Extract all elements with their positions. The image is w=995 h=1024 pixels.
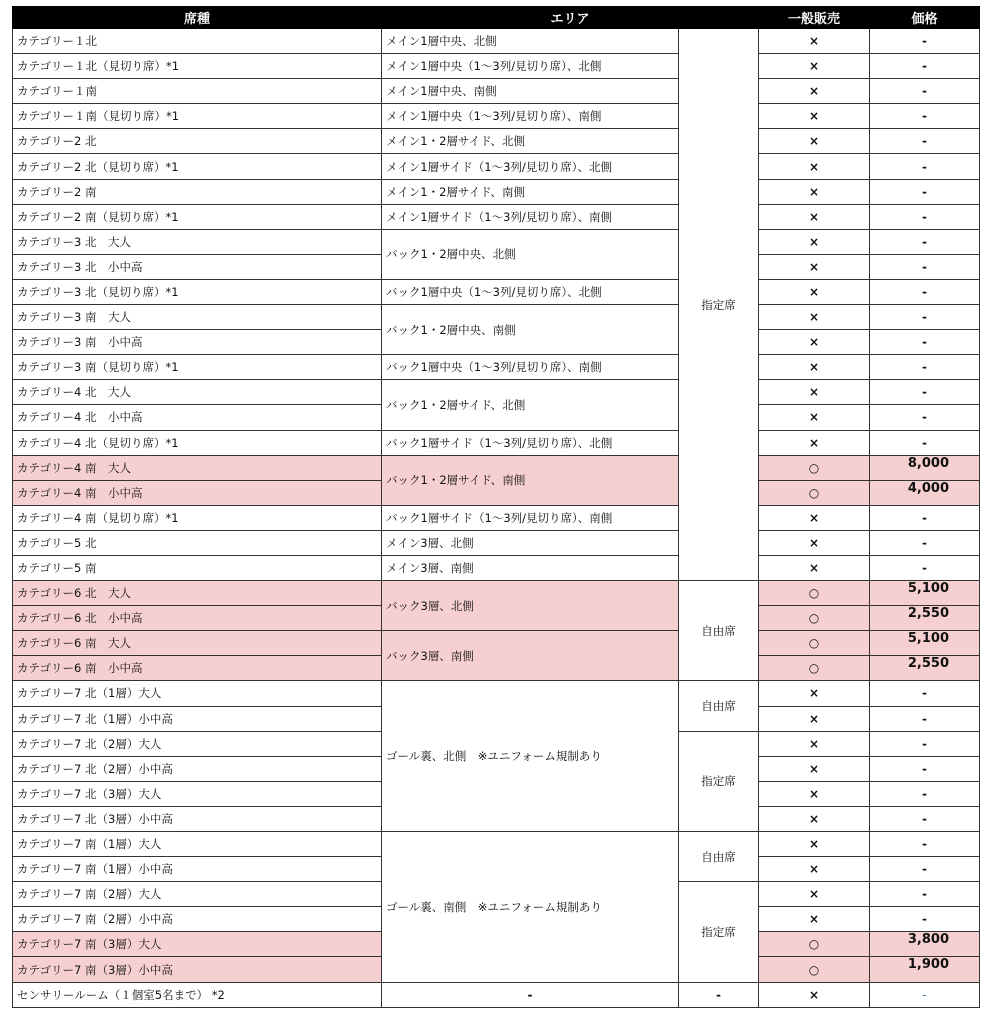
seat-cell: カテゴリー4 北 小中高 bbox=[13, 405, 382, 430]
sales-cell: × bbox=[759, 907, 870, 932]
price-cell: - bbox=[870, 330, 980, 355]
seat-cell: カテゴリー7 南（2層）大人 bbox=[13, 882, 382, 907]
table-row bbox=[13, 305, 980, 330]
sales-cell: × bbox=[759, 706, 870, 731]
price-cell: - bbox=[870, 681, 980, 706]
price-cell: 2,550 bbox=[870, 606, 980, 631]
area-cell: メイン1層サイド（1〜3列/見切り席）、南側 bbox=[382, 204, 679, 229]
area-cell: バック1層中央（1〜3列/見切り席）、南側 bbox=[382, 355, 679, 380]
seat-type-cell: 自由席 bbox=[679, 681, 759, 731]
sales-cell: ○ bbox=[759, 581, 870, 606]
table-row bbox=[13, 455, 980, 480]
table-header-row bbox=[13, 7, 980, 29]
area-cell: メイン3層、南側 bbox=[382, 555, 679, 580]
sales-cell: × bbox=[759, 530, 870, 555]
price-cell: - bbox=[870, 832, 980, 857]
seat-cell: カテゴリー7 北（1層）大人 bbox=[13, 681, 382, 706]
table-row bbox=[13, 380, 980, 405]
price-cell: - bbox=[870, 380, 980, 405]
price-cell: - bbox=[870, 279, 980, 304]
area-cell: バック3層、南側 bbox=[382, 631, 679, 681]
price-cell: - bbox=[870, 305, 980, 330]
price-cell: - bbox=[870, 79, 980, 104]
seat-cell: カテゴリー7 北（2層）大人 bbox=[13, 731, 382, 756]
price-cell: - bbox=[870, 430, 980, 455]
area-cell: メイン3層、北側 bbox=[382, 530, 679, 555]
sales-cell: × bbox=[759, 179, 870, 204]
price-cell: - bbox=[870, 907, 980, 932]
seat-cell: カテゴリー１北（見切り席）*1 bbox=[13, 54, 382, 79]
table-row bbox=[13, 631, 980, 656]
area-cell: バック1層中央（1〜3列/見切り席）、北側 bbox=[382, 279, 679, 304]
area-cell: メイン1層サイド（1〜3列/見切り席）、北側 bbox=[382, 154, 679, 179]
table-row bbox=[13, 681, 980, 706]
seat-cell: センサリールーム（１個室5名まで） *2 bbox=[13, 982, 382, 1007]
sales-cell: × bbox=[759, 982, 870, 1007]
seat-cell: カテゴリー7 北（2層）小中高 bbox=[13, 756, 382, 781]
seat-cell: カテゴリー１北 bbox=[13, 29, 382, 54]
seat-cell: カテゴリー4 北（見切り席）*1 bbox=[13, 430, 382, 455]
seat-type-cell: 指定席 bbox=[679, 29, 759, 581]
seat-cell: カテゴリー6 北 小中高 bbox=[13, 606, 382, 631]
price-cell: - bbox=[870, 706, 980, 731]
sales-cell: ○ bbox=[759, 957, 870, 982]
sales-cell: × bbox=[759, 279, 870, 304]
sales-cell: × bbox=[759, 229, 870, 254]
area-cell: ゴール裏、北側 ※ユニフォーム規制あり bbox=[382, 681, 679, 832]
sales-cell: × bbox=[759, 882, 870, 907]
sales-cell: × bbox=[759, 832, 870, 857]
price-cell: 2,550 bbox=[870, 656, 980, 681]
sales-cell: × bbox=[759, 79, 870, 104]
sales-cell: × bbox=[759, 731, 870, 756]
price-cell: - bbox=[870, 405, 980, 430]
price-cell: - bbox=[870, 355, 980, 380]
area-cell: メイン1・2層サイド、北側 bbox=[382, 129, 679, 154]
area-cell: バック1・2層サイド、北側 bbox=[382, 380, 679, 430]
sales-cell: × bbox=[759, 204, 870, 229]
table-row bbox=[13, 154, 980, 179]
sales-cell: × bbox=[759, 54, 870, 79]
seat-cell: カテゴリー7 南（1層）大人 bbox=[13, 832, 382, 857]
seat-cell: カテゴリー7 北（3層）小中高 bbox=[13, 806, 382, 831]
sales-cell: × bbox=[759, 781, 870, 806]
seat-cell: カテゴリー5 北 bbox=[13, 530, 382, 555]
area-cell: バック1層サイド（1〜3列/見切り席）、南側 bbox=[382, 505, 679, 530]
price-cell: 5,100 bbox=[870, 631, 980, 656]
sales-cell: × bbox=[759, 857, 870, 882]
area-cell: ゴール裏、南側 ※ユニフォーム規制あり bbox=[382, 832, 679, 983]
sales-cell: × bbox=[759, 505, 870, 530]
area-cell: バック3層、北側 bbox=[382, 581, 679, 631]
price-cell: - bbox=[870, 530, 980, 555]
table-row bbox=[13, 79, 980, 104]
price-cell: - bbox=[870, 857, 980, 882]
seat-cell: カテゴリー6 南 大人 bbox=[13, 631, 382, 656]
seat-cell: カテゴリー2 北（見切り席）*1 bbox=[13, 154, 382, 179]
price-cell: - bbox=[870, 555, 980, 580]
seat-cell: カテゴリー3 北（見切り席）*1 bbox=[13, 279, 382, 304]
seat-cell: カテゴリー3 北 小中高 bbox=[13, 254, 382, 279]
seat-cell: カテゴリー3 南（見切り席）*1 bbox=[13, 355, 382, 380]
seat-cell: カテゴリー3 北 大人 bbox=[13, 229, 382, 254]
sales-cell: × bbox=[759, 430, 870, 455]
price-cell: - bbox=[870, 806, 980, 831]
table-row bbox=[13, 54, 980, 79]
price-cell: - bbox=[870, 731, 980, 756]
price-cell: 3,800 bbox=[870, 932, 980, 957]
sales-cell: × bbox=[759, 806, 870, 831]
price-cell: 1,900 bbox=[870, 957, 980, 982]
seat-cell: カテゴリー4 北 大人 bbox=[13, 380, 382, 405]
seat-type-cell: - bbox=[679, 982, 759, 1007]
table-row bbox=[13, 104, 980, 129]
price-cell: - bbox=[870, 781, 980, 806]
area-cell: メイン1層中央（1〜3列/見切り席）、南側 bbox=[382, 104, 679, 129]
price-cell: - bbox=[870, 129, 980, 154]
table-row bbox=[13, 179, 980, 204]
seat-type-cell: 自由席 bbox=[679, 581, 759, 681]
sales-cell: ○ bbox=[759, 656, 870, 681]
sales-cell: × bbox=[759, 355, 870, 380]
seat-cell: カテゴリー2 北 bbox=[13, 129, 382, 154]
seat-cell: カテゴリー7 北（1層）小中高 bbox=[13, 706, 382, 731]
seat-cell: カテゴリー7 南（2層）小中高 bbox=[13, 907, 382, 932]
area-cell: メイン1層中央（1〜3列/見切り席）、北側 bbox=[382, 54, 679, 79]
sales-cell: × bbox=[759, 154, 870, 179]
sales-cell: × bbox=[759, 405, 870, 430]
sales-cell: × bbox=[759, 29, 870, 54]
sales-cell: × bbox=[759, 254, 870, 279]
table-row bbox=[13, 505, 980, 530]
header-area: エリア bbox=[382, 7, 759, 29]
table-row bbox=[13, 279, 980, 304]
sales-cell: ○ bbox=[759, 932, 870, 957]
sales-cell: × bbox=[759, 129, 870, 154]
seat-cell: カテゴリー7 南（1層）小中高 bbox=[13, 857, 382, 882]
price-cell: - bbox=[870, 154, 980, 179]
header-general-sales: 一般販売 bbox=[759, 7, 870, 29]
seat-cell: カテゴリー3 南 小中高 bbox=[13, 330, 382, 355]
area-cell: メイン1・2層サイド、南側 bbox=[382, 179, 679, 204]
seat-type-cell: 指定席 bbox=[679, 882, 759, 982]
area-cell: メイン1層中央、北側 bbox=[382, 29, 679, 54]
seat-cell: カテゴリー7 南（3層）大人 bbox=[13, 932, 382, 957]
seat-cell: カテゴリー2 南 bbox=[13, 179, 382, 204]
seat-cell: カテゴリー6 南 小中高 bbox=[13, 656, 382, 681]
sales-cell: × bbox=[759, 104, 870, 129]
table-row bbox=[13, 430, 980, 455]
sales-cell: × bbox=[759, 330, 870, 355]
table-row bbox=[13, 581, 980, 606]
sales-cell: × bbox=[759, 380, 870, 405]
sales-cell: ○ bbox=[759, 631, 870, 656]
price-cell: - bbox=[870, 54, 980, 79]
table-row bbox=[13, 832, 980, 857]
seat-cell: カテゴリー１南 bbox=[13, 79, 382, 104]
seat-price-table bbox=[12, 6, 980, 1008]
price-cell: - bbox=[870, 982, 980, 1007]
seat-cell: カテゴリー3 南 大人 bbox=[13, 305, 382, 330]
area-cell: メイン1層中央、南側 bbox=[382, 79, 679, 104]
area-cell: バック1・2層中央、北側 bbox=[382, 229, 679, 279]
header-price: 価格 bbox=[870, 7, 980, 29]
table-row bbox=[13, 555, 980, 580]
price-cell: - bbox=[870, 29, 980, 54]
seat-cell: カテゴリー7 北（3層）大人 bbox=[13, 781, 382, 806]
seat-cell: カテゴリー4 南（見切り席）*1 bbox=[13, 505, 382, 530]
area-cell: - bbox=[382, 982, 679, 1007]
price-cell: 4,000 bbox=[870, 480, 980, 505]
price-cell: - bbox=[870, 254, 980, 279]
price-cell: - bbox=[870, 756, 980, 781]
seat-cell: カテゴリー6 北 大人 bbox=[13, 581, 382, 606]
price-cell: - bbox=[870, 104, 980, 129]
table-row bbox=[13, 229, 980, 254]
price-cell: 8,000 bbox=[870, 455, 980, 480]
seat-cell: カテゴリー5 南 bbox=[13, 555, 382, 580]
seat-cell: カテゴリー１南（見切り席）*1 bbox=[13, 104, 382, 129]
header-seat: 席種 bbox=[13, 7, 382, 29]
price-cell: - bbox=[870, 179, 980, 204]
table-row bbox=[13, 982, 980, 1007]
table-row bbox=[13, 204, 980, 229]
area-cell: バック1・2層サイド、南側 bbox=[382, 455, 679, 505]
price-cell: - bbox=[870, 505, 980, 530]
table-row bbox=[13, 355, 980, 380]
seat-cell: カテゴリー4 南 大人 bbox=[13, 455, 382, 480]
sales-cell: × bbox=[759, 681, 870, 706]
price-cell: - bbox=[870, 204, 980, 229]
table-row bbox=[13, 530, 980, 555]
sales-cell: ○ bbox=[759, 480, 870, 505]
sales-cell: × bbox=[759, 756, 870, 781]
price-cell: - bbox=[870, 882, 980, 907]
seat-type-cell: 自由席 bbox=[679, 832, 759, 882]
price-cell: 5,100 bbox=[870, 581, 980, 606]
seat-cell: カテゴリー7 南（3層）小中高 bbox=[13, 957, 382, 982]
table-row bbox=[13, 29, 980, 54]
sales-cell: × bbox=[759, 555, 870, 580]
seat-type-cell: 指定席 bbox=[679, 731, 759, 831]
area-cell: バック1・2層中央、南側 bbox=[382, 305, 679, 355]
table-row bbox=[13, 129, 980, 154]
area-cell: バック1層サイド（1〜3列/見切り席）、北側 bbox=[382, 430, 679, 455]
price-cell: - bbox=[870, 229, 980, 254]
sales-cell: ○ bbox=[759, 606, 870, 631]
seat-cell: カテゴリー4 南 小中高 bbox=[13, 480, 382, 505]
sales-cell: × bbox=[759, 305, 870, 330]
sales-cell: ○ bbox=[759, 455, 870, 480]
seat-cell: カテゴリー2 南（見切り席）*1 bbox=[13, 204, 382, 229]
